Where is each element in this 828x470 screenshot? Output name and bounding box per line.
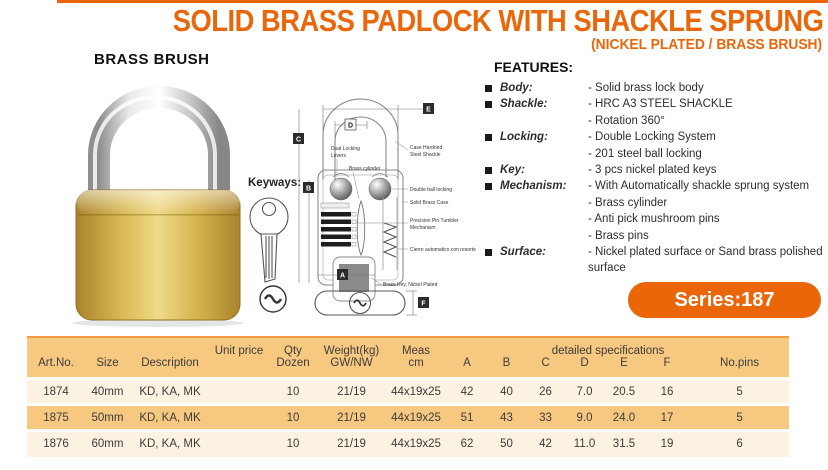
dim-f: F: [421, 300, 426, 308]
col-cm: cm: [408, 357, 424, 369]
cylinder-outline: [357, 201, 365, 255]
table-row: 1874 40mm KD, KA, MK 10 21/19 44x19x25 42 40 26 7.0 20.5 16 5: [27, 379, 789, 405]
col-detailed-specs: detailed specifications: [551, 345, 665, 357]
table-row: 1876 60mm KD, KA, MK 10 21/19 44x19x25 62 50 42 11.0 31.5 19 6: [27, 431, 789, 457]
callout-brass-case: Solid Brass Case: [410, 200, 449, 206]
callout-brass-cylinder: Brass cylinder: [349, 166, 381, 172]
padlock-photo: [62, 78, 247, 328]
series-badge: Series:187: [628, 282, 821, 318]
callout-pin-tumbler: Precision Pin Tumbler: [410, 218, 459, 224]
col-no-pins: No.pins: [720, 357, 760, 369]
features-section: [478, 59, 826, 277]
page-title: SOLID BRASS PADLOCK WITH SHACKLE SPRUNG: [172, 3, 823, 38]
svg-text:Mechanism: Mechanism: [410, 225, 436, 231]
callout-spring: Cierre automatico con resorte: [410, 247, 476, 253]
bullet-square-icon: [485, 134, 492, 141]
col-b: B: [502, 357, 511, 369]
pin-tumbler-stack: [321, 203, 356, 247]
col-meas: Meas: [401, 345, 431, 357]
key-illustration: [250, 198, 288, 282]
feature-mechanism: Mechanism: - With Automatically shackle sprung system - Brass cylinder - Anti pick mushroom pins - Brass pins: [478, 178, 826, 244]
feature-key: Key: - 3 pcs nickel plated keys: [478, 162, 826, 178]
col-weight: Weight(kg): [323, 345, 380, 357]
col-c: C: [541, 357, 550, 369]
bullet-square-icon: [485, 85, 492, 92]
locking-ball-icon: [330, 178, 352, 200]
callout-dual-locking: Dual Locking: [331, 146, 360, 152]
spring-coil: [384, 223, 396, 257]
feature-shackle: Shackle: - HRC A3 STEEL SHACKLE - Rotation 360°: [478, 96, 826, 129]
col-e: E: [620, 357, 628, 369]
col-a: A: [463, 357, 471, 369]
bullet-square-icon: [485, 183, 492, 190]
technical-diagram: [245, 85, 495, 333]
spec-table: [27, 336, 789, 457]
keyway-profile-icon: [260, 286, 286, 312]
callout-brass-key: Brass Key, Nickel Plated: [383, 282, 438, 288]
dim-e: E: [426, 106, 431, 114]
dim-c: C: [295, 136, 302, 144]
feature-surface: Surface: - Nickel plated surface or Sand brass polished surface: [478, 244, 826, 277]
spring-chamber: [383, 197, 397, 270]
col-description: Description: [141, 357, 199, 369]
callout-double-ball: Double ball locking: [410, 187, 452, 193]
dim-a: A: [339, 272, 346, 280]
col-gw-nw: GW/NW: [330, 357, 373, 369]
finish-label: BRASS BRUSH: [94, 51, 210, 68]
col-qty: Qty: [284, 345, 302, 357]
feature-body: Body: - Solid brass lock body: [478, 80, 826, 96]
feature-locking: Locking: - Double Locking System - 201 steel ball locking: [478, 129, 826, 162]
dim-b: B: [305, 185, 312, 193]
svg-text:Steel Shackle: Steel Shackle: [410, 152, 441, 158]
bullet-square-icon: [485, 101, 492, 108]
svg-text:Levers: Levers: [331, 153, 347, 159]
page-subtitle: (NICKEL PLATED / BRASS BRUSH): [590, 36, 822, 53]
features-heading: FEATURES:: [494, 59, 574, 75]
table-row: 1875 50mm KD, KA, MK 10 21/19 44x19x25 51 43 33 9.0 24.0 17 5: [27, 405, 789, 431]
padlock-shackle: [99, 97, 219, 203]
bullet-square-icon: [485, 249, 492, 256]
callout-shackle: Case Hardned: [410, 145, 443, 151]
dim-d: D: [347, 122, 354, 130]
col-d: D: [580, 357, 589, 369]
col-unit-price: Unit price: [214, 345, 264, 357]
bullet-square-icon: [485, 167, 492, 174]
col-size: Size: [96, 357, 119, 369]
table-header-row-top: [27, 337, 789, 357]
col-f: F: [663, 357, 671, 369]
table-header-row-bottom: [27, 357, 789, 379]
locking-ball-icon: [369, 178, 391, 200]
keyways-label: Keyways:: [248, 177, 302, 189]
col-dozen: Dozen: [276, 357, 310, 369]
col-art-no: Art.No.: [38, 357, 74, 369]
